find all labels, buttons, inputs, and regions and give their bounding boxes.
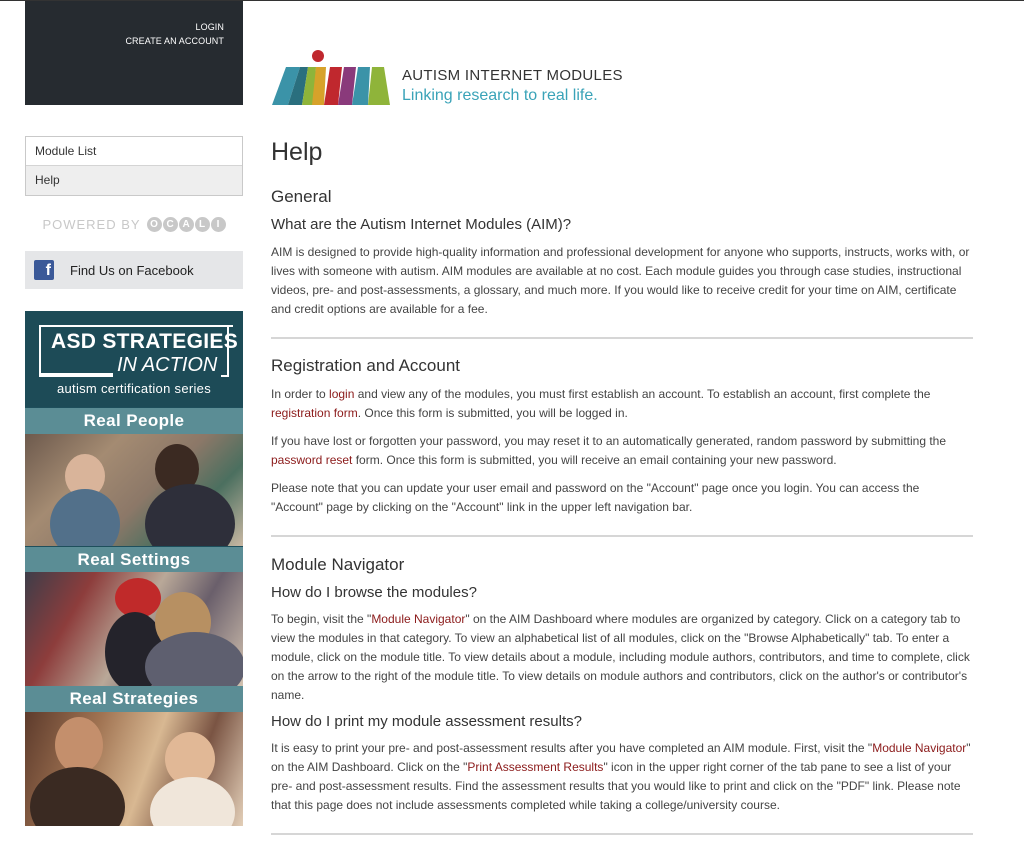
create-account-link[interactable]: CREATE AN ACCOUNT <box>125 36 224 46</box>
facebook-icon: f <box>34 260 54 280</box>
module-navigator-link[interactable]: Module Navigator <box>872 741 967 755</box>
facebook-link[interactable] <box>25 251 243 289</box>
login-inline-link[interactable]: login <box>329 387 355 401</box>
arrow-icon <box>41 373 113 375</box>
banner-subtitle: IN ACTION <box>113 354 221 377</box>
faq-question: What are the Autism Internet Modules (AIM)? <box>271 216 572 233</box>
banner-photo-settings <box>25 572 243 686</box>
text-span: form. Once this form is submitted, you will receive an email containing your new password. <box>352 453 837 467</box>
ocali-letter: C <box>163 217 178 232</box>
banner-band-real-strategies: Real Strategies <box>25 686 243 712</box>
password-reset-link[interactable]: password reset <box>271 453 353 467</box>
banner-series: autism certification series <box>56 381 212 396</box>
section-registration-heading: Registration and Account <box>271 356 461 375</box>
registration-paragraph <box>271 385 973 423</box>
text-span: In order to <box>271 387 330 401</box>
banner-title: ASD STRATEGIES <box>51 330 238 353</box>
account-paragraph: Please note that you can update your user email and password on the "Account" page once you login. You can access the "Account" page by clicking on the "Account" link in the upper left navigation bar. <box>271 481 920 514</box>
section-divider <box>271 535 973 537</box>
registration-form-link[interactable]: registration form <box>271 406 358 420</box>
sidebar-item-help[interactable]: Help <box>26 166 242 195</box>
banner-band-real-settings: Real Settings <box>25 547 243 573</box>
text-span: If you have lost or forgotten your password, you may reset it to an automatically generated, random password by submitting the <box>271 434 947 448</box>
section-navigator-heading: Module Navigator <box>271 555 405 574</box>
ocali-letter: L <box>195 217 210 232</box>
browse-paragraph <box>271 610 973 705</box>
logo-title: AUTISM INTERNET MODULES <box>402 67 623 84</box>
text-span: . Once this form is submitted, you will be logged in. <box>357 406 628 420</box>
module-navigator-link[interactable]: Module Navigator <box>371 612 466 626</box>
faq-question: How do I print my module assessment results? <box>271 713 582 730</box>
text-span: " on the AIM Dashboard where modules are organized by category. Click on a category tab to view the modules in that category. To view an alphabetical list of all modules, click on the "Browse Alphabetically" tab. To enter a module, click on the module title. To view details about a module, including module authors, contributors, and time to complete, click on the arrow to the right of the module title. To view details on module authors and contributors, click on the author's or contributor's name. <box>271 612 970 702</box>
login-link[interactable]: LOGIN <box>195 22 224 32</box>
sidebar-item-module-list[interactable]: Module List <box>26 137 242 166</box>
text-span: " icon in the upper right corner of the tab pane to see a list of your pre- and post-assessment results. Find the assessment results that you would like to print and click on the "PDF" link. Please note that this page does not include assessments completed while taking a college/university course. <box>271 760 961 812</box>
account-panel <box>25 1 243 105</box>
banner-header <box>25 311 243 407</box>
ocali-letter: O <box>147 217 162 232</box>
logo-tagline: Linking research to real life. <box>402 87 598 104</box>
faq-question: How do I browse the modules? <box>271 584 477 601</box>
sidebar-nav <box>25 136 243 196</box>
aim-logo[interactable] <box>272 49 652 109</box>
ocali-letter: I <box>211 217 226 232</box>
powered-by-label: POWERED BY <box>42 216 141 232</box>
facebook-label: Find Us on Facebook <box>70 262 194 278</box>
text-span: To begin, visit the " <box>271 612 372 626</box>
password-paragraph <box>271 432 973 470</box>
ocali-letter: A <box>179 217 194 232</box>
general-text: AIM is designed to provide high-quality information and professional development for anyone who supports, instructs, works with, or lives with someone with autism. AIM modules are available at no cost. Each module guides you through case studies, instructional videos, pre- and post-assessments, a glossary, and much more. If you would like to receive credit for your time on AIM, certificate and credit options are available for a fee. <box>271 245 970 316</box>
section-divider <box>271 833 973 835</box>
aim-logo-mark <box>272 49 392 107</box>
print-paragraph <box>271 739 973 815</box>
text-span: " on the AIM Dashboard. Click on the " <box>271 741 971 774</box>
ocali-logo <box>147 217 226 232</box>
banner-photo-strategies <box>25 712 243 826</box>
page-title: Help <box>271 138 323 166</box>
help-content <box>271 137 973 835</box>
section-general-heading: General <box>271 187 332 206</box>
asd-strategies-banner[interactable] <box>25 311 243 826</box>
section-divider <box>271 337 973 339</box>
print-assessment-results-link[interactable]: Print Assessment Results <box>467 760 604 774</box>
banner-band-real-people: Real People <box>25 408 243 434</box>
banner-photo-people <box>25 434 243 546</box>
powered-by-ocali[interactable] <box>25 213 243 235</box>
text-span: It is easy to print your pre- and post-assessment results after you have completed an AIM module. First, visit the " <box>271 741 873 755</box>
text-span: and view any of the modules, you must first establish an account. To establish an account, first complete the <box>354 387 931 401</box>
